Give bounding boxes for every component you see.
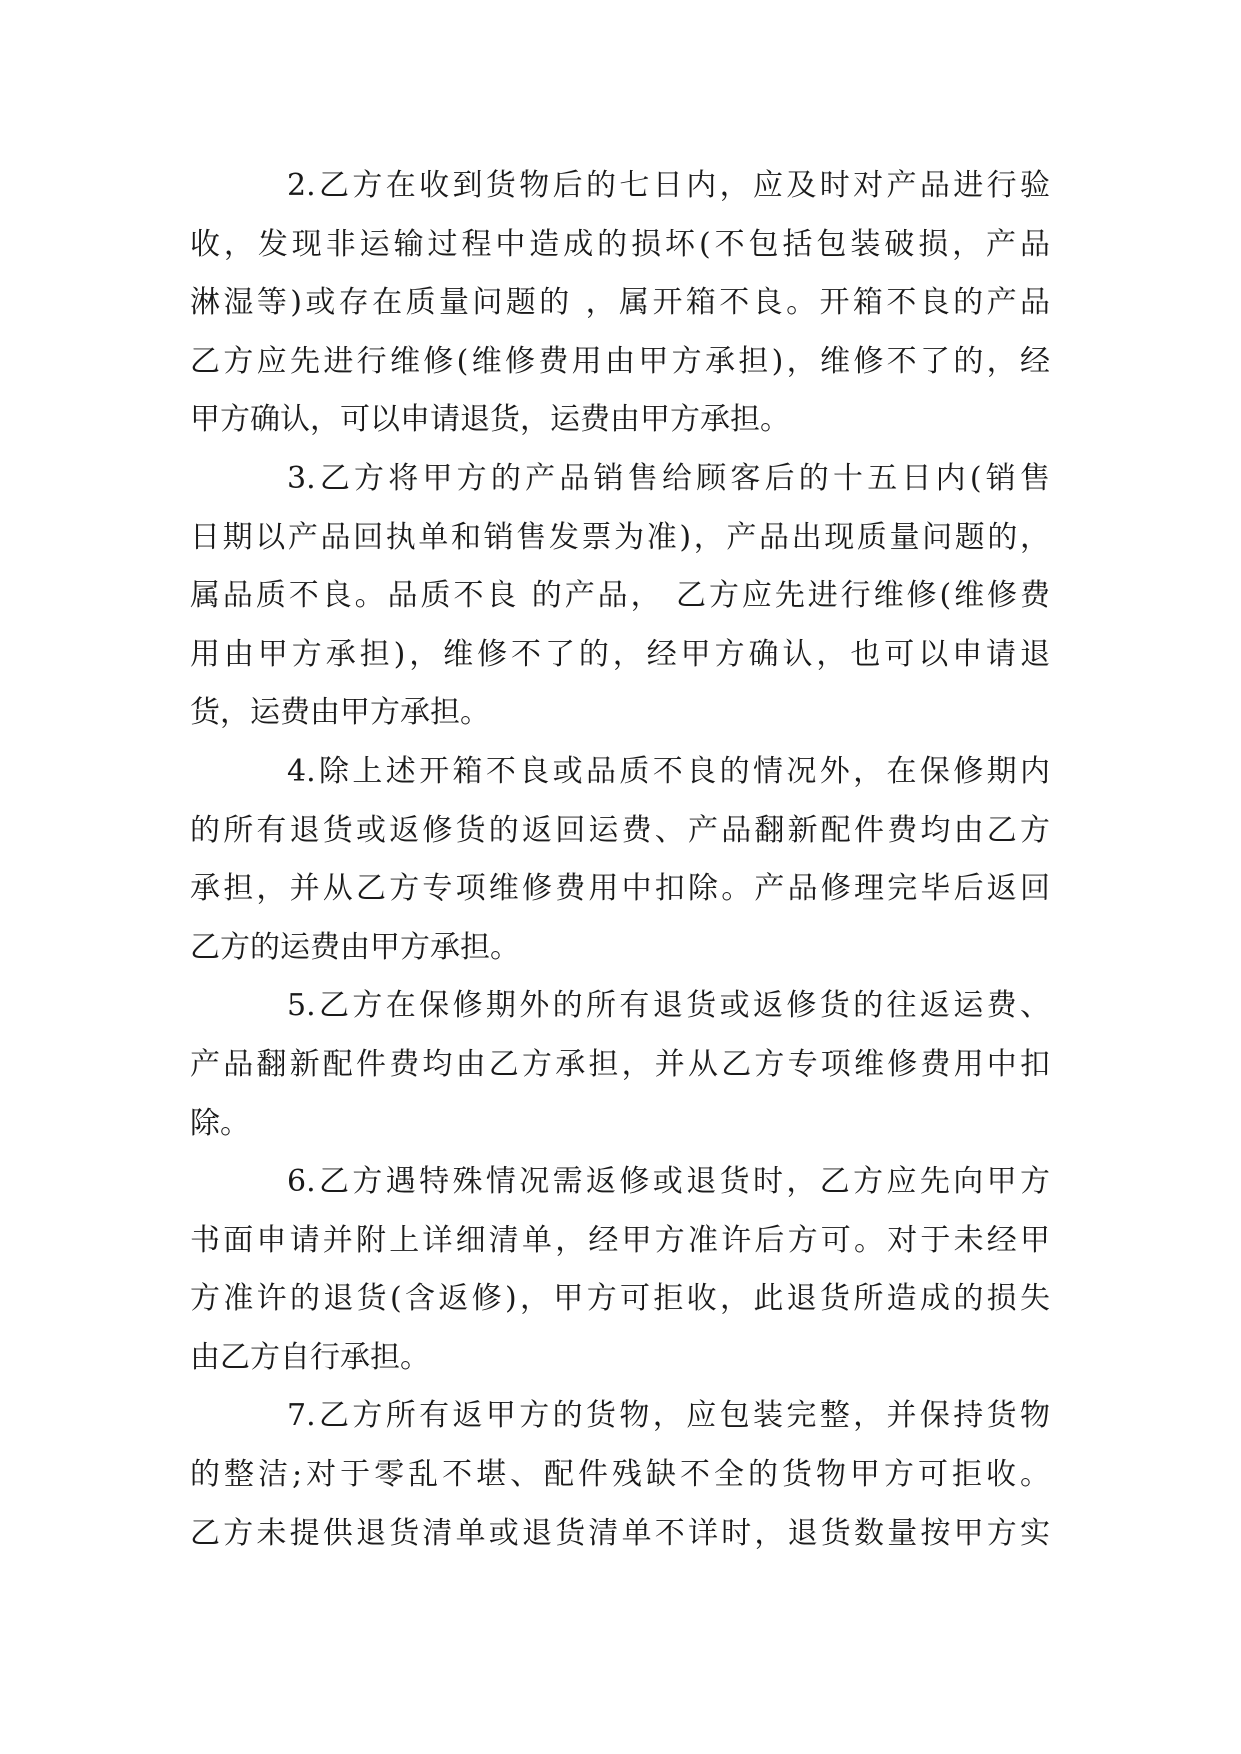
paragraph-clause-7 — [190, 1387, 1050, 1563]
text-line: 的所有退货或返修货的返回运费、产品翻新配件费均由乙方 — [190, 812, 1050, 848]
paragraph-clause-4 — [190, 743, 1050, 977]
text-line: 货，运费由甲方承担。 — [190, 695, 490, 731]
text-line: 属品质不良。品质不良 的产品， 乙方应先进行维修(维修费 — [190, 578, 1050, 614]
text-line: 7.乙方所有返甲方的货物，应包装完整，并保持货物 — [287, 1398, 1050, 1434]
document-body — [190, 157, 1050, 1563]
text-line: 由乙方自行承担。 — [190, 1339, 430, 1375]
text-line: 日期以产品回执单和销售发票为准)，产品出现质量问题的， — [190, 519, 1050, 555]
text-line: 乙方未提供退货清单或退货清单不详时，退货数量按甲方实 — [190, 1515, 1050, 1551]
text-line: 4.除上述开箱不良或品质不良的情况外，在保修期内 — [287, 753, 1050, 789]
text-line: 书面申请并附上详细清单，经甲方准许后方可。对于未经甲 — [190, 1222, 1050, 1258]
text-line: 6.乙方遇特殊情况需返修或退货时，乙方应先向甲方 — [287, 1164, 1050, 1200]
text-line: 产品翻新配件费均由乙方承担，并从乙方专项维修费用中扣 — [190, 1046, 1050, 1082]
text-line: 方准许的退货(含返修)，甲方可拒收，此退货所造成的损失 — [190, 1281, 1050, 1317]
text-line: 3.乙方将甲方的产品销售给顾客后的十五日内(销售 — [287, 460, 1050, 496]
text-line: 5.乙方在保修期外的所有退货或返修货的往返运费、 — [287, 988, 1050, 1024]
paragraph-clause-5 — [190, 977, 1050, 1153]
text-line: 的整洁;对于零乱不堪、配件残缺不全的货物甲方可拒收。 — [190, 1457, 1050, 1493]
text-line: 2.乙方在收到货物后的七日内，应及时对产品进行验 — [287, 168, 1050, 203]
text-line: 乙方应先进行维修(维修费用由甲方承担)，维修不了的，经 — [190, 343, 1050, 379]
text-line: 收，发现非运输过程中造成的损坏(不包括包装破损，产品 — [190, 226, 1050, 262]
text-line: 乙方的运费由甲方承担。 — [190, 929, 520, 965]
paragraph-clause-3 — [190, 450, 1050, 743]
text-line: 甲方确认，可以申请退货，运费由甲方承担。 — [190, 402, 790, 438]
text-line: 承担，并从乙方专项维修费用中扣除。产品修理完毕后返回 — [190, 871, 1050, 907]
text-line: 除。 — [190, 1105, 250, 1141]
text-line: 用由甲方承担)，维修不了的，经甲方确认，也可以申请退 — [190, 636, 1050, 672]
paragraph-clause-2 — [190, 157, 1050, 450]
paragraph-clause-6 — [190, 1153, 1050, 1387]
text-line: 淋湿等)或存在质量问题的 ，属开箱不良。开箱不良的产品 — [190, 285, 1050, 321]
